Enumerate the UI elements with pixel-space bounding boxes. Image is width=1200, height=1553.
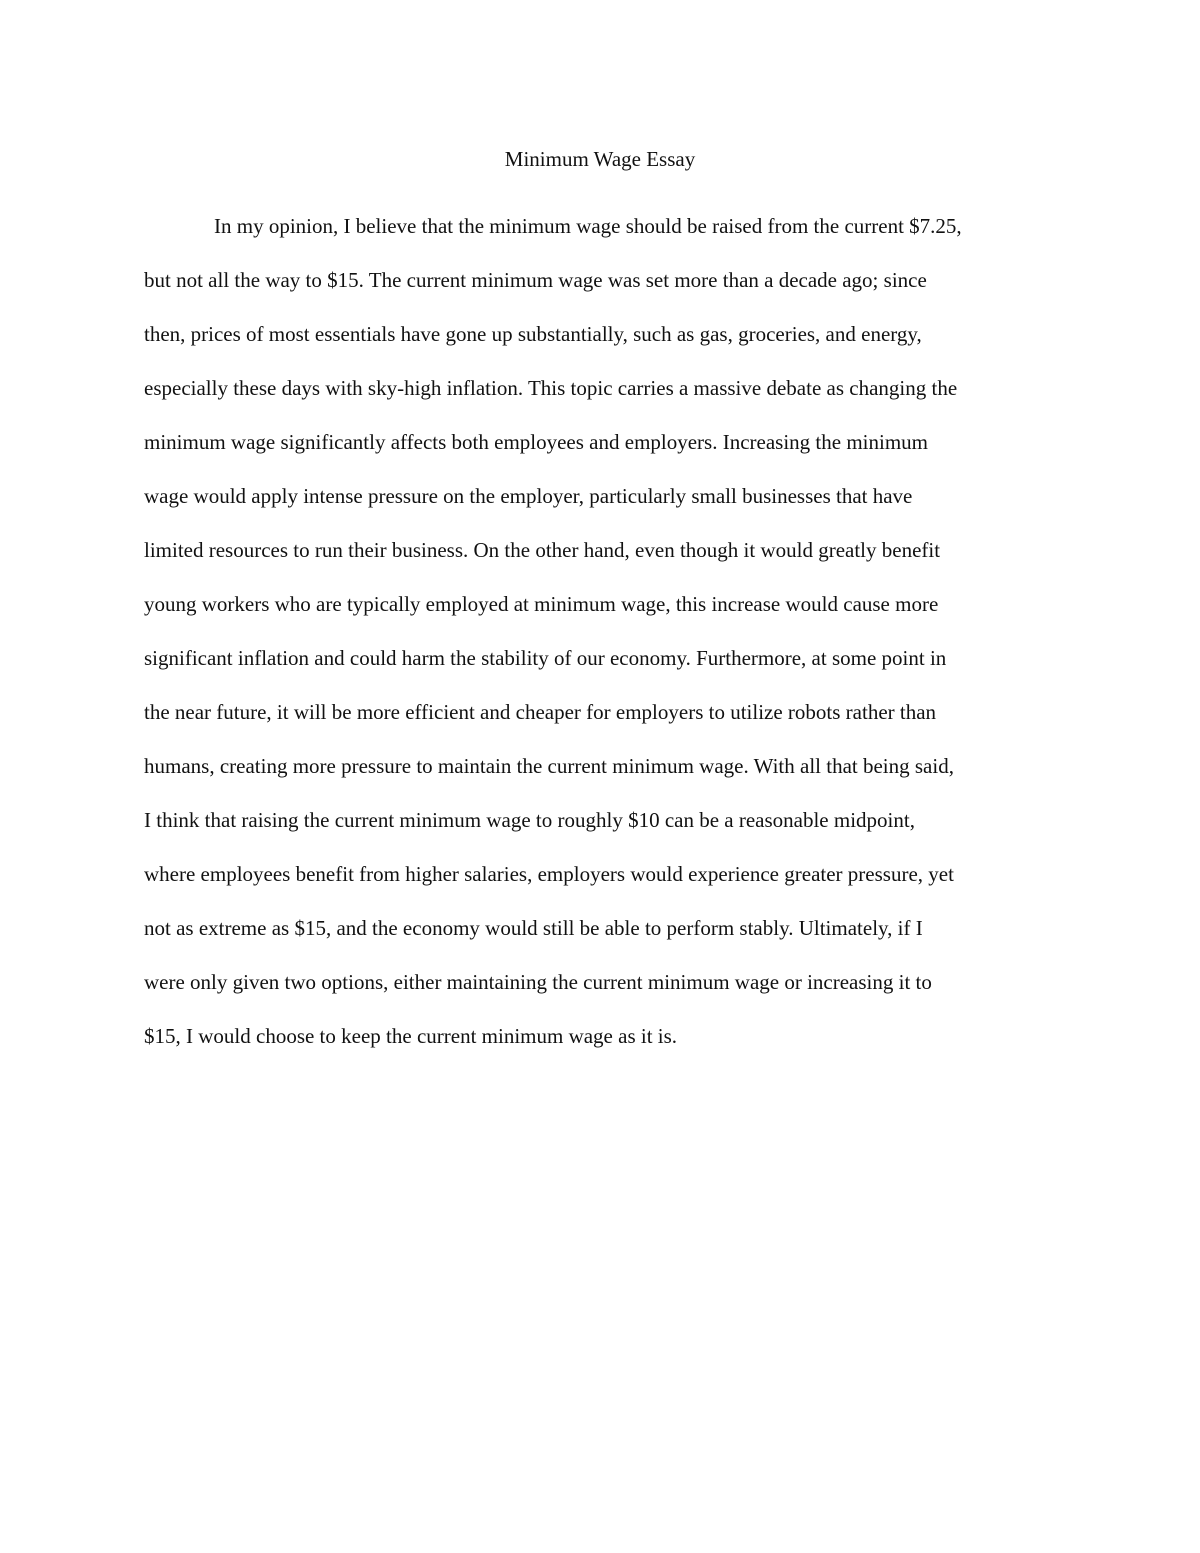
- paragraph-line: significant inflation and could harm the stability of our economy. Furthermore, at some point in: [144, 646, 947, 670]
- paragraph-line: the near future, it will be more efficient and cheaper for employers to utilize robots rather than: [144, 700, 937, 724]
- essay-paragraph: [144, 212, 1064, 1076]
- paragraph-line: minimum wage significantly affects both employees and employers. Increasing the minimum: [144, 430, 929, 454]
- paragraph-line: wage would apply intense pressure on the employer, particularly small businesses that have: [144, 484, 913, 508]
- paragraph-line: humans, creating more pressure to maintain the current minimum wage. With all that being said,: [144, 754, 954, 778]
- paragraph-line: I think that raising the current minimum wage to roughly $10 can be a reasonable midpoint,: [144, 808, 915, 832]
- paragraph-line: limited resources to run their business. On the other hand, even though it would greatly benefit: [144, 538, 941, 562]
- paragraph-line: where employees benefit from higher salaries, employers would experience greater pressure, yet: [144, 862, 954, 886]
- paragraph-line: especially these days with sky-high inflation. This topic carries a massive debate as changing the: [144, 376, 958, 400]
- paragraph-line: young workers who are typically employed at minimum wage, this increase would cause more: [144, 592, 939, 616]
- paragraph-line: were only given two options, either maintaining the current minimum wage or increasing it to: [144, 970, 932, 994]
- paragraph-line: In my opinion, I believe that the minimum wage should be raised from the current $7.25,: [214, 214, 962, 238]
- paragraph-line: $15, I would choose to keep the current minimum wage as it is.: [144, 1024, 678, 1048]
- paragraph-line: not as extreme as $15, and the economy would still be able to perform stably. Ultimately, if I: [144, 916, 923, 940]
- paragraph-line: but not all the way to $15. The current minimum wage was set more than a decade ago; since: [144, 268, 927, 292]
- paragraph-line: then, prices of most essentials have gone up substantially, such as gas, groceries, and energy,: [144, 322, 922, 346]
- document-title: Minimum Wage Essay: [504, 147, 696, 171]
